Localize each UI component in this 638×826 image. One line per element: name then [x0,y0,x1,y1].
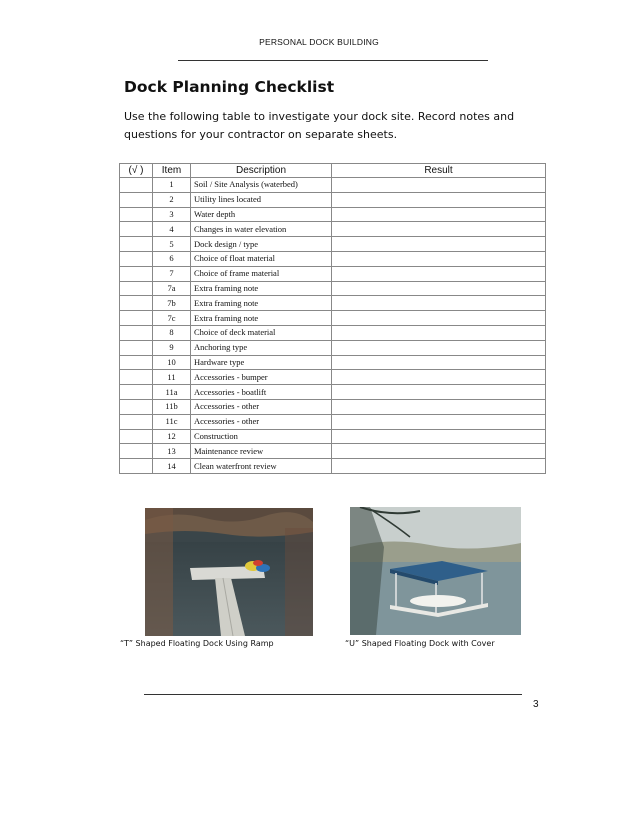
photo-caption-t-shaped: “T” Shaped Floating Dock Using Ramp [120,639,274,648]
check-cell [120,459,153,474]
check-cell [120,207,153,222]
item-number-cell: 11b [153,399,191,414]
table-row [120,281,546,296]
check-cell [120,266,153,281]
table-row [120,237,546,252]
table-row [120,251,546,266]
description-cell: Hardware type [191,355,332,370]
item-number-cell: 4 [153,222,191,237]
photo-caption-u-shaped: “U” Shaped Floating Dock with Cover [345,639,495,648]
item-number-cell: 5 [153,237,191,252]
item-number-cell: 11c [153,414,191,429]
result-cell [332,429,546,444]
item-number-cell: 14 [153,459,191,474]
result-cell [332,459,546,474]
result-cell [332,251,546,266]
check-column-header: (√ ) [120,164,153,178]
table-row [120,207,546,222]
check-cell [120,429,153,444]
description-cell: Choice of deck material [191,325,332,340]
check-cell [120,192,153,207]
result-cell [332,237,546,252]
item-number-cell: 11 [153,370,191,385]
table-row [120,370,546,385]
description-cell: Soil / Site Analysis (waterbed) [191,178,332,193]
item-number-cell: 7 [153,266,191,281]
description-cell: Clean waterfront review [191,459,332,474]
result-cell [332,281,546,296]
description-cell: Accessories - bumper [191,370,332,385]
item-number-cell: 11a [153,385,191,400]
check-cell [120,385,153,400]
description-cell: Choice of frame material [191,266,332,281]
table-row [120,355,546,370]
table-row [120,325,546,340]
description-column-header: Description [191,164,332,178]
description-cell: Maintenance review [191,444,332,459]
item-number-cell: 3 [153,207,191,222]
result-cell [332,355,546,370]
description-cell: Accessories - boatlift [191,385,332,400]
item-number-cell: 7b [153,296,191,311]
result-cell [332,385,546,400]
table-row [120,266,546,281]
description-cell: Choice of float material [191,251,332,266]
table-row [120,459,546,474]
check-cell [120,340,153,355]
result-cell [332,222,546,237]
check-cell [120,222,153,237]
check-cell [120,237,153,252]
description-cell: Construction [191,429,332,444]
check-cell [120,296,153,311]
footer-divider [144,694,522,695]
item-column-header: Item [153,164,191,178]
description-cell: Accessories - other [191,414,332,429]
table-row [120,222,546,237]
check-cell [120,311,153,326]
table-header-row [120,164,546,178]
item-number-cell: 6 [153,251,191,266]
description-cell: Utility lines located [191,192,332,207]
check-cell [120,355,153,370]
item-number-cell: 8 [153,325,191,340]
table-row [120,192,546,207]
checklist-table [119,163,546,474]
item-number-cell: 12 [153,429,191,444]
result-cell [332,325,546,340]
result-cell [332,444,546,459]
description-cell: Extra framing note [191,296,332,311]
table-row [120,385,546,400]
check-cell [120,414,153,429]
item-number-cell: 2 [153,192,191,207]
description-cell: Extra framing note [191,281,332,296]
item-number-cell: 10 [153,355,191,370]
table-row [120,178,546,193]
result-cell [332,266,546,281]
result-cell [332,414,546,429]
item-number-cell: 7a [153,281,191,296]
result-cell [332,192,546,207]
description-cell: Water depth [191,207,332,222]
t-shaped-dock-photo [145,508,313,636]
table-row [120,444,546,459]
item-number-cell: 1 [153,178,191,193]
check-cell [120,399,153,414]
description-cell: Changes in water elevation [191,222,332,237]
check-cell [120,325,153,340]
page-number: 3 [533,699,539,710]
result-cell [332,399,546,414]
item-number-cell: 7c [153,311,191,326]
table-row [120,340,546,355]
table-row [120,429,546,444]
description-cell: Dock design / type [191,237,332,252]
check-cell [120,251,153,266]
check-cell [120,178,153,193]
item-number-cell: 13 [153,444,191,459]
check-cell [120,281,153,296]
description-cell: Anchoring type [191,340,332,355]
result-cell [332,207,546,222]
u-shaped-dock-photo [350,507,521,635]
result-cell [332,370,546,385]
table-row [120,296,546,311]
description-cell: Extra framing note [191,311,332,326]
running-header: PERSONAL DOCK BUILDING [259,37,379,47]
table-row [120,311,546,326]
result-cell [332,340,546,355]
description-cell: Accessories - other [191,399,332,414]
table-row [120,414,546,429]
check-cell [120,444,153,459]
result-cell [332,296,546,311]
header-divider [178,60,488,61]
table-row [120,399,546,414]
result-cell [332,178,546,193]
result-cell [332,311,546,326]
page-title: Dock Planning Checklist [124,78,335,96]
check-cell [120,370,153,385]
result-column-header: Result [332,164,546,178]
item-number-cell: 9 [153,340,191,355]
intro-paragraph: Use the following table to investigate your dock site. Record notes and questions for your contractor on separate sheets. [124,110,515,141]
